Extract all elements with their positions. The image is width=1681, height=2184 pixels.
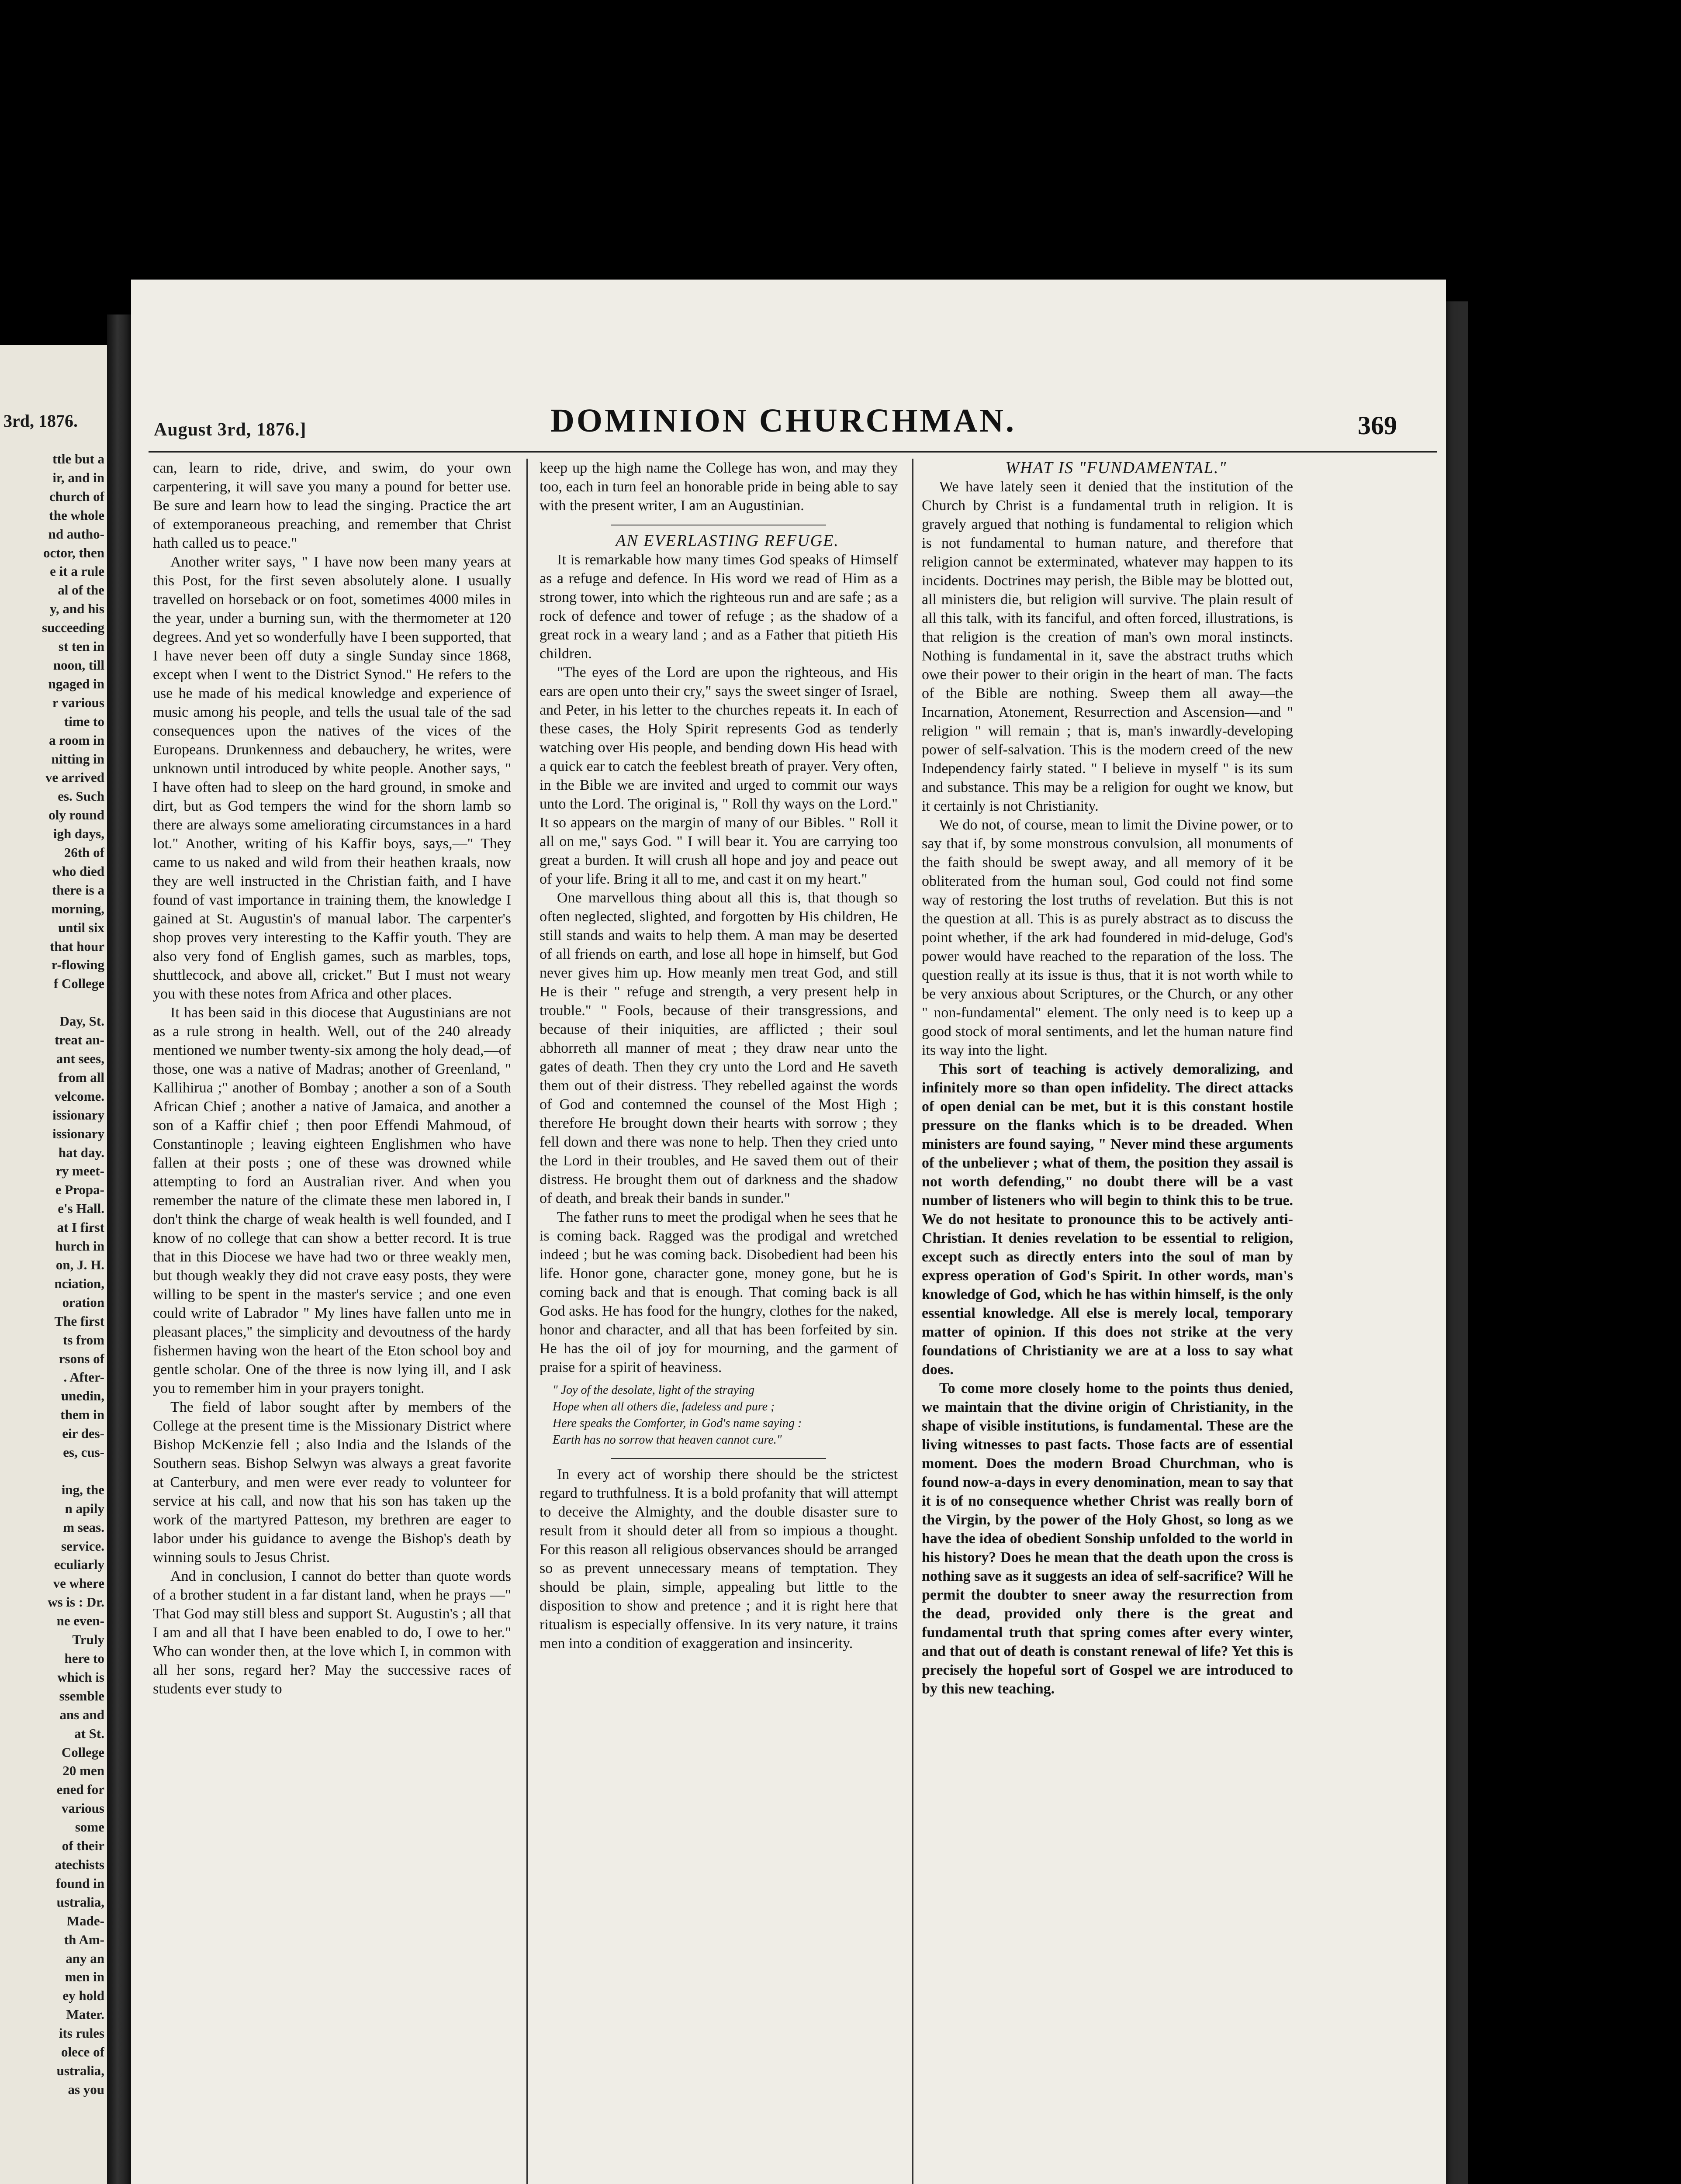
left-page-line-fragment xyxy=(8,1462,104,1481)
col2-closing-paragraph: In every act of worship there should be the strictest regard to truthfulness. It is a bold profanity that will attempt to deceive the Almighty, and the double disaster sure to result from it should deter all from so impious a thought. For this reason all religious observances should be arranged so as prevent unnecessary means of temptation. They should be plain, simple, appealing but little to the disposition to show and pretence ; and it is right here that ritualism is especially offensive. In its very nature, it trains men into a condition of exaggeration and insincerity. xyxy=(540,1466,898,1652)
left-page-line-fragment: its rules xyxy=(59,2025,104,2041)
left-page-line-fragment: service. xyxy=(61,1538,104,1554)
left-page-line-fragment: nitting in xyxy=(51,751,104,767)
left-page-line-fragment: ant sees, xyxy=(56,1051,104,1066)
left-page-line-fragment: as you xyxy=(68,2081,104,2097)
left-page-line-fragment: treat an- xyxy=(55,1032,104,1048)
left-page-line-fragment: es. Such xyxy=(58,788,104,804)
left-page-line-fragment: there is a xyxy=(52,882,104,898)
left-page-line-fragment: at I first xyxy=(57,1220,104,1235)
left-page-line-fragment: ans and xyxy=(59,1707,104,1722)
left-page-line-fragment: ened for xyxy=(56,1782,104,1797)
left-page-line-fragment: ts from xyxy=(63,1332,104,1348)
page-number: 369 xyxy=(1358,411,1397,440)
left-page-line-fragment: any an xyxy=(66,1950,104,1966)
column-2 xyxy=(540,459,898,2184)
left-page-line-fragment: some xyxy=(75,1819,104,1835)
left-page-line-fragment: ssemble xyxy=(59,1688,104,1704)
left-page-line-fragment: at St. xyxy=(74,1725,104,1741)
left-page-line-fragment: here to xyxy=(64,1651,104,1666)
left-page-line-fragment: st ten in xyxy=(58,639,104,654)
col3-paragraph: To come more closely home to the points thus denied, we maintain that the divine origin of Christianity, in the shape of visible institutions, is fundamental. These are the living witnesses to past facts. Those facts are of essential moment. Does the modern Broad Churchman, who is found now-a-days in every denomination, mean to say that it is of no consequence whether Christ was really born of the Virgin, by the power of the Holy Ghost, so long as we have the idea of obedient Sonship unfolded to the world in his history? Does he mean that the death upon the cross is nothing save as it suggests an idea of self-sacrifice? Will he permit the doubter to sneer away the resurrection from the dead, provided only there is the great and fundamental truth that spring comes after every winter, and that out of death is constant renewal of life? Yet this is precisely the hopeful sort of Gospel we are introduced to by this new teaching. xyxy=(922,1380,1293,1697)
col1-paragraph: It has been said in this diocese that Augustinians are not as a rule strong in health. Well, out of the 240 already mentioned we number twenty-six among the holy dead,—of those, one was a native of Madras; another of Greenland, " Kallihirua ;" another of Bombay ; another a son of a South African Chief ; another a native of Jamaica, and another a son of a Kaffir chief ; then poor Effendi Mahmoud, of Constantinople ; leaving eighteen Englishmen who have fallen at their posts ; one of these was drowned while attempting to ford an Australian river. And when you remember the nature of the climate these men labored in, I don't think the charge of weak health is well founded, and I know of no college that can show a better record. It is true that in this Diocese we have had two or three weakly men, but though weakly they did not crave easy posts, they were willing to be spent in the master's service ; and one even could write of Labrador " My lines have fallen unto me in pleasant places," the simplicity and devoutness of the hardy fishermen having won the heart of the Eton school boy and gentle scholar. One of the three is now lying ill, and I ask you to remember him in your prayers tonight. xyxy=(153,1005,511,1396)
left-page-line-fragment: ustralia, xyxy=(56,1894,104,1910)
poem-line: Here speaks the Comforter, in God's name saying : xyxy=(553,1417,802,1430)
left-page-line-fragment: n apily xyxy=(65,1500,104,1516)
left-page-line-fragment: olece of xyxy=(61,2044,104,2060)
left-page-line-fragment: atechists xyxy=(55,1856,104,1872)
left-page-line-fragment: ne even- xyxy=(56,1613,104,1629)
poem-quote xyxy=(553,1382,898,1448)
col1-paragraph: can, learn to ride, drive, and swim, do your own carpentering, it will save you many a pound for better use. Be sure and learn how to lead the singing. Practice the art of extemporaneous preaching, and remember that Christ hath called us to peace." xyxy=(153,460,511,551)
left-page-line-fragment: who died xyxy=(52,863,104,879)
left-page-line-fragment: ey hold xyxy=(62,1988,104,2004)
col1-paragraph: And in conclusion, I cannot do better than quote words of a brother student in a far distant land, when he prays —" That God may still bless and support St. Augustin's ; all that I am and all that I have been enabled to do, I owe to her." Who can wonder then, at the love which I, in common with all her sons, regard her? May the successive races of students ever study to xyxy=(153,1568,511,1697)
left-page-line-fragment: ry meet- xyxy=(56,1163,104,1179)
left-page-line-fragment: of their xyxy=(62,1838,104,1854)
article-heading-everlasting-refuge: AN EVERLASTING REFUGE. xyxy=(616,532,839,550)
header-date: August 3rd, 1876.] xyxy=(154,420,307,440)
left-page-line-fragment: nciation, xyxy=(54,1275,104,1291)
col3-paragraph: We do not, of course, mean to limit the Divine power, or to say that if, by some monstrous convulsion, all monuments of the faith should be swept away, and all memory of it be obliterated from the human soul, God could not find some way of restoring the lost truths of revelation. But this is not the question at all. This is as purely abstract as to discuss the point whether, if the ark had foundered in mid-deluge, God's power would have reached to the reparation of the loss. The question really at its issue is thus, that it is not worth while to be very anxious about Scriptures, or the Church, or any other " non-fundamental" element. The only need is to keep up a good stock of moral sentiments, and let the human nature find its way into the light. xyxy=(922,817,1293,1058)
left-page-line-fragment: hat day. xyxy=(58,1144,104,1160)
left-page-line-fragment: igh days, xyxy=(53,826,104,842)
left-page-line-fragment: m seas. xyxy=(63,1519,104,1535)
article-heading-fundamental: WHAT IS "FUNDAMENTAL." xyxy=(1005,459,1227,477)
left-page-line-fragment: men in xyxy=(65,1969,104,1985)
left-page-line-fragment: time to xyxy=(64,713,104,729)
left-page-header: 3rd, 1876. xyxy=(3,411,78,431)
col3-paragraph: This sort of teaching is actively demoralizing, and infinitely more so than open infidelity. The direct attacks of open denial can be met, but it is this constant hostile pressure on the flanks which is to be dreaded. When ministers are found saying, " Never mind these arguments of the unbeliever ; what of them, the position they assail is not worth defending," no doubt there will be a vast number of listeners who will begin to think this to be true. We do not hesitate to pronounce this to be actively anti-Christian. It denies revelation to be essential to religion, except such as directly enters into the soul of man by express operation of God's Spirit. In other words, man's knowledge of God, which he has within himself, is the only essential knowledge. All else is merely local, temporary matter of opinion. If this does not strike at the very foundations of Christianity we are at a loss to say what does. xyxy=(922,1061,1293,1378)
left-page-line-fragment: e it a rule xyxy=(50,563,104,579)
left-page-line-fragment: ustralia, xyxy=(56,2063,104,2078)
left-page-line-fragment: College xyxy=(61,1744,104,1760)
left-page-line-fragment: morning, xyxy=(51,901,104,916)
header-rule xyxy=(149,451,1437,453)
poem-line: " Joy of the desolate, light of the straying xyxy=(553,1383,755,1397)
left-page-line-fragment: th Am- xyxy=(64,1932,104,1947)
left-page-line-fragment: ir, and in xyxy=(52,470,104,485)
left-page-line-fragment: . After- xyxy=(63,1369,104,1385)
left-page-line-fragment: es, cus- xyxy=(63,1444,104,1460)
left-page-line-fragment: 26th of xyxy=(64,845,104,860)
col2-intro: keep up the high name the College has won, and may they too, each in turn feel an honorable pride in being able to say with the present writer, I am an Augustinian. xyxy=(540,460,898,514)
left-page-line-fragment: various xyxy=(61,1800,104,1816)
left-page-line-fragment: Made- xyxy=(66,1913,104,1928)
left-page-line-fragment: velcome. xyxy=(54,1088,104,1104)
left-page-line-fragment: rsons of xyxy=(59,1351,104,1366)
newspaper-page xyxy=(131,280,1446,2184)
left-page-line-fragment: ve arrived xyxy=(45,770,104,785)
left-page-line-fragment: church of xyxy=(49,488,104,504)
left-page-line-fragment: on, J. H. xyxy=(55,1257,104,1272)
left-page-line-fragment: f College xyxy=(53,976,104,992)
section-divider xyxy=(611,1458,826,1459)
page-header xyxy=(131,402,1446,450)
col2-paragraph: One marvellous thing about all this is, that though so often neglected, slighted, and forgotten by His children, He still stands and waits to help them. A man may be deserted of all friends on earth, and lose all hope in himself, but God never gives him up. How meanly men treat God, and still He is their " refuge and strength, a very present help in trouble." " Fools, because of their transgressions, and because of their iniquities, are afflicted ; their soul abhorreth all manner of meat ; they draw near unto the gates of death. Then they cry unto the Lord and He saveth them out of their distress. They rebelled against the words of God and contemned the counsel of the Most High ; therefore He brought down their hearts with sorrow ; they fell down and there was none to help. Then they cried unto the Lord in their troubles, and He saved them out of their distress. He brought them out of darkness and the shadow of death, and break their bands in sunder." xyxy=(540,890,898,1206)
col2-paragraph: It is remarkable how many times God speaks of Himself as a refuge and defence. In His word we read of Him as a strong tower, into which the righteous run and are safe ; as a rock of defence and tower of refuge ; as the shadow of a great rock in a weary land ; and as a Father that pitieth His children. xyxy=(540,552,898,662)
left-page-line-fragment: e's Hall. xyxy=(58,1201,104,1216)
left-page-line-fragment: The first xyxy=(54,1313,104,1329)
left-page-line-fragment: eculiarly xyxy=(54,1557,104,1572)
left-page-line-fragment: unedin, xyxy=(61,1388,104,1404)
poem-line: Earth has no sorrow that heaven cannot cure." xyxy=(553,1433,782,1447)
left-page-line-fragment: noon, till xyxy=(53,657,104,673)
left-page-line-fragment: oly round xyxy=(48,807,104,823)
left-page-line-fragment: the whole xyxy=(49,507,104,523)
left-page-line-fragment: which is xyxy=(57,1669,104,1685)
left-page-line-fragment: r-flowing xyxy=(51,957,104,973)
left-page-line-fragment: octor, then xyxy=(43,545,104,560)
left-page-line-fragment: issionary xyxy=(52,1107,104,1123)
column-rule xyxy=(526,459,528,2184)
col2-paragraph: The father runs to meet the prodigal when he sees that he is coming back. Ragged was the prodigal and wretched indeed ; but he was coming back. Disobedient had been his life. Honor gone, character gone, money gone, but he is coming back and that is enough. That coming back is all God asks. He has food for the hungry, clothes for the naked, honor and character, and all that has been forfeited by sin. He has the oil of joy for mourning, and the garment of praise for a spirit of heaviness. xyxy=(540,1209,898,1375)
left-page-line-fragment: ttle but a xyxy=(52,451,104,467)
left-page-line-fragment: until six xyxy=(58,919,104,935)
left-page-line-fragment: r various xyxy=(52,695,104,710)
book-gutter xyxy=(107,314,133,2184)
left-page-line-fragment: nd autho- xyxy=(48,526,104,542)
left-page-line-fragment: al of the xyxy=(58,582,104,598)
left-page-text-fragments xyxy=(8,450,104,2099)
left-page-line-fragment: e Propa- xyxy=(55,1182,104,1198)
left-page-line-fragment: that hour xyxy=(50,938,104,954)
left-page-line-fragment: ws is : Dr. xyxy=(48,1594,104,1610)
col1-paragraph: Another writer says, " I have now been many years at this Post, for the first seven absolutely alone. I usually travelled on horseback or on foot, sometimes 4000 miles in the year, under a burning sun, with the thermometer at 120 degrees. And yet so wonderfully have I been supported, that I have never been off duty a single Sunday since 1868, except when I went to the District Synod." He refers to the use he made of his medical knowledge and experience of music among his people, and tells the usual tale of the sad consequences upon the natives of the vices of the Europeans. Drunkenness and debauchery, he writes, were unknown until introduced by white people. Another says, " I have often had to sleep on the hard ground, in smoke and dirt, but as God tempers the wind for the shorn lamb so there are always some ameliorating circumstances in a hard lot." Another, writing of his Kaffir boys, says,—" They came to us naked and wild from their heathen kraals, now they are well instructed in the Christian faith, and I have found of vast importance in training them, the knowledge I gained at St. Augustin's of manual labor. The carpenter's shop proves very interesting to the Kaffir youth. They are also very fond of English games, such as marbles, tops, shuttlecock, and above all, cricket." But I must not weary you with these notes from Africa and other places. xyxy=(153,554,511,1002)
left-page-line-fragment: a room in xyxy=(49,732,104,748)
col2-paragraph: "The eyes of the Lord are upon the righteous, and His ears are open unto their cry," says the sweet singer of Israel, and Peter, in his letter to the churches repeats it. In each of these cases, the Holy Spirit represents God as tenderly watching over His people, and bending down His head with a quick ear to catch the feeblest breath of prayer. Very often, in the Bible we are invited and urged to commit our ways unto the Lord. The original is, " Roll thy ways on the Lord." It so appears on the margin of many of our Bibles. " Roll it all on me," says God. " I will bear it. You are carrying too great a burden. It will crush all hope and joy and peace out of your life. Bring it all to me, and cast it on my heart." xyxy=(540,664,898,887)
left-page-line-fragment: Day, St. xyxy=(59,1013,104,1029)
column-3 xyxy=(922,459,1293,2184)
left-page-line-fragment: y, and his xyxy=(50,601,104,617)
poem-line: Hope when all others die, fadeless and pure ; xyxy=(553,1400,775,1413)
col1-paragraph: The field of labor sought after by members of the College at the present time is the Missionary District where Bishop McKenzie fell ; also India and the Islands of the Southern seas. Bishop Selwyn was always a great favorite at Canterbury, and men were ever ready to volunteer for service at his call, and now that his son has taken up the work of the martyred Patteson, my brethren are eager to labor under his guidance to avenge the Bishop's death by winning souls to Jesus Christ. xyxy=(153,1399,511,1565)
column-1 xyxy=(153,459,511,2184)
left-page-line-fragment: Mater. xyxy=(66,2007,104,2022)
column-rule xyxy=(912,459,913,2184)
left-page-line-fragment: found in xyxy=(55,1875,104,1891)
left-page-line-fragment: them in xyxy=(60,1407,104,1423)
left-page-line-fragment: 20 men xyxy=(62,1763,104,1779)
left-page-line-fragment: ing, the xyxy=(61,1482,104,1497)
left-facing-page-fragment xyxy=(0,345,107,2184)
left-page-line-fragment: Truly xyxy=(72,1632,104,1648)
left-page-line-fragment: ngaged in xyxy=(48,676,104,691)
masthead-title: DOMINION CHURCHMAN. xyxy=(550,402,1017,439)
left-page-line-fragment: hurch in xyxy=(55,1238,104,1254)
left-page-line-fragment: succeeding xyxy=(42,620,104,636)
left-page-line-fragment: oration xyxy=(62,1294,104,1310)
left-page-line-fragment: from all xyxy=(58,1069,104,1085)
left-page-line-fragment: eir des- xyxy=(62,1426,104,1441)
left-page-line-fragment: issionary xyxy=(52,1126,104,1141)
left-page-line-fragment: ve where xyxy=(53,1576,104,1591)
col3-paragraph: We have lately seen it denied that the institution of the Church by Christ is a fundamental truth in religion. It is gravely argued that nothing is fundamental to religion which is not fundamental to human nature, and therefore that religion cannot be exterminated, whatever may happen to its incidents. Doctrines may perish, the Bible may be blotted out, all ministers die, but religion will survive. The plain result of all this talk, with its fanciful, and often forced, illustrations, is that religion is the creation of man's own moral instincts. Nothing is fundamental in it, save the abstract truths which owe their power to their origin in the heart of man. The facts of the Bible are nothing. Sweep them all away—the Incarnation, Atonement, Resurrection and Ascension—and " religion " will remain ; that is, man's inwardly-developing power of self-salvation. This is the modern creed of the new Independency fairly stated. " I believe in myself " is its sum and substance. This may be a religion for ought we know, but it certainly is not Christianity. xyxy=(922,479,1293,814)
left-page-line-fragment xyxy=(8,993,104,1012)
